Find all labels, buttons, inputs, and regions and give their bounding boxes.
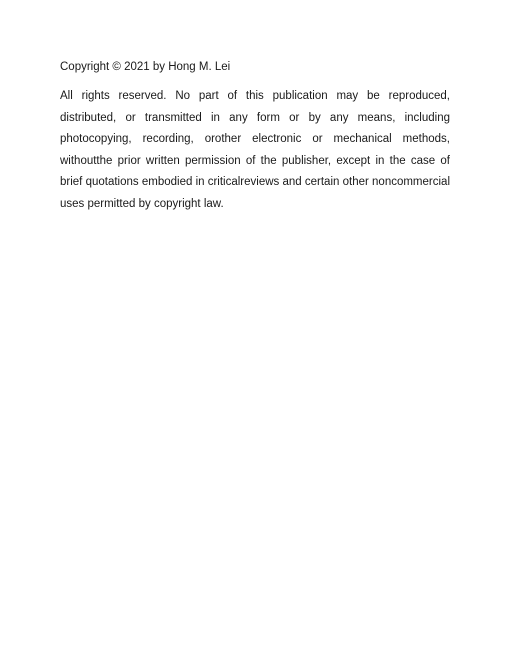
rights-paragraph: All rights reserved. No part of this publication may be reproduced, distributed, or transmitted in any form or by any means, including photocopying, recording, orother electronic or mechanical methods, withoutthe prior written permission of the publisher, except in the case of brief quotations embodied in criticalreviews and certain other noncommercial uses permitted by copyright law.	[60, 90, 450, 210]
copyright-line: Copyright © 2021 by Hong M. Lei	[60, 61, 231, 73]
copyright-page	[60, 58, 450, 215]
